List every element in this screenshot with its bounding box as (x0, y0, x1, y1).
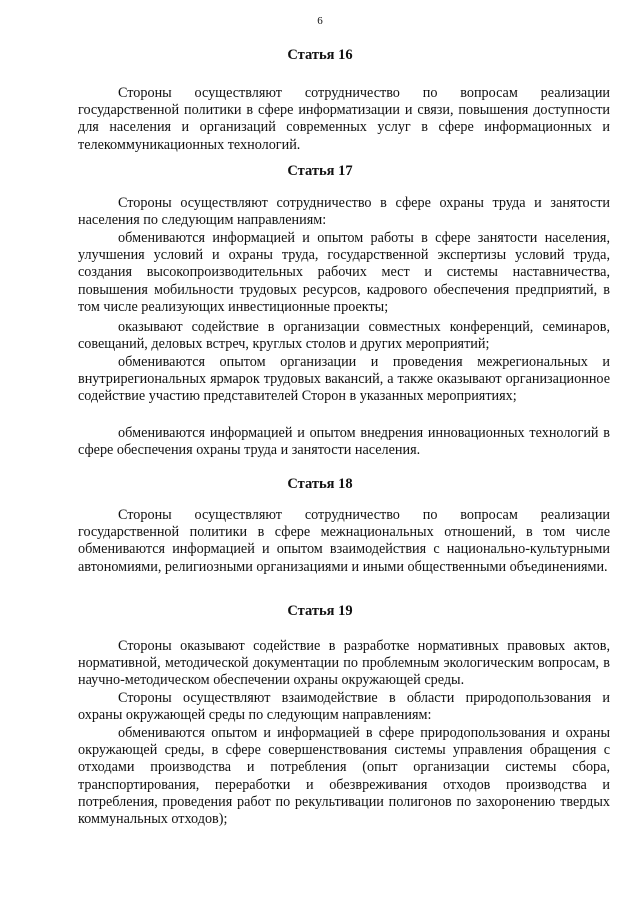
article-17-paragraph: обмениваются опытом организации и проведения межрегиональных и внутрирегиональных ярмарок трудовых вакансий, а также оказывают организационное содействие участию представителей Сторон в указанных мероприятиях; (78, 354, 610, 405)
article-18-heading: Статья 18 (287, 476, 353, 492)
page-number: 6 (317, 15, 323, 27)
article-19-heading: Статья 19 (287, 603, 353, 619)
article-17-paragraph: обмениваются информацией и опытом работы в сфере занятости населения, улучшения условий и охраны труда, государственной экспертизы условий труда, создания высокопроизводительных рабочих мест и системы наставничества, повышения мобильности трудовых ресурсов, кадрового обеспечения предприятий, в том числе реализующих инвестиционные проекты; (78, 230, 610, 315)
article-17-paragraph: Стороны осуществляют сотрудничество в сфере охраны труда и занятости населения по следующим направлениям: (78, 195, 610, 229)
article-17-heading: Статья 17 (287, 163, 353, 179)
article-16-heading: Статья 16 (287, 47, 353, 63)
article-17-paragraph: обмениваются информацией и опытом внедрения инновационных технологий в сфере обеспечения охраны труда и занятости населения. (78, 425, 610, 459)
article-16-paragraph: Стороны осуществляют сотрудничество по вопросам реализации государственной политики в сфере информатизации и связи, повышения доступности для населения и организаций современных услуг в сфере информационных и телекоммуникационных технологий. (78, 85, 610, 153)
article-19-paragraph: обмениваются опытом и информацией в сфере природопользования и охраны окружающей среды, в сфере совершенствования системы управления обращения с отходами производства и потребления (опыт организации системы сбора, транспортирования, переработки и обезвреживания отходов производства и потребления, проведения работ по рекультивации полигонов по захоронению твердых коммунальных отходов); (78, 725, 610, 828)
article-17-paragraph: оказывают содействие в организации совместных конференций, семинаров, совещаний, деловых встреч, круглых столов и других мероприятий; (78, 319, 610, 353)
article-19-paragraph: Стороны осуществляют взаимодействие в области природопользования и охраны окружающей среды по следующим направлениям: (78, 690, 610, 724)
article-18-paragraph: Стороны осуществляют сотрудничество по вопросам реализации государственной политики в сфере межнациональных отношений, в том числе обмениваются информацией и опытом взаимодействия с национально-культурными автономиями, религиозными организациями и иными общественными объединениями. (78, 507, 610, 575)
article-19-paragraph: Стороны оказывают содействие в разработке нормативных правовых актов, нормативной, методической документации по проблемным экологическим вопросам, в научно-методическом обеспечении охраны окружающей среды. (78, 638, 610, 689)
